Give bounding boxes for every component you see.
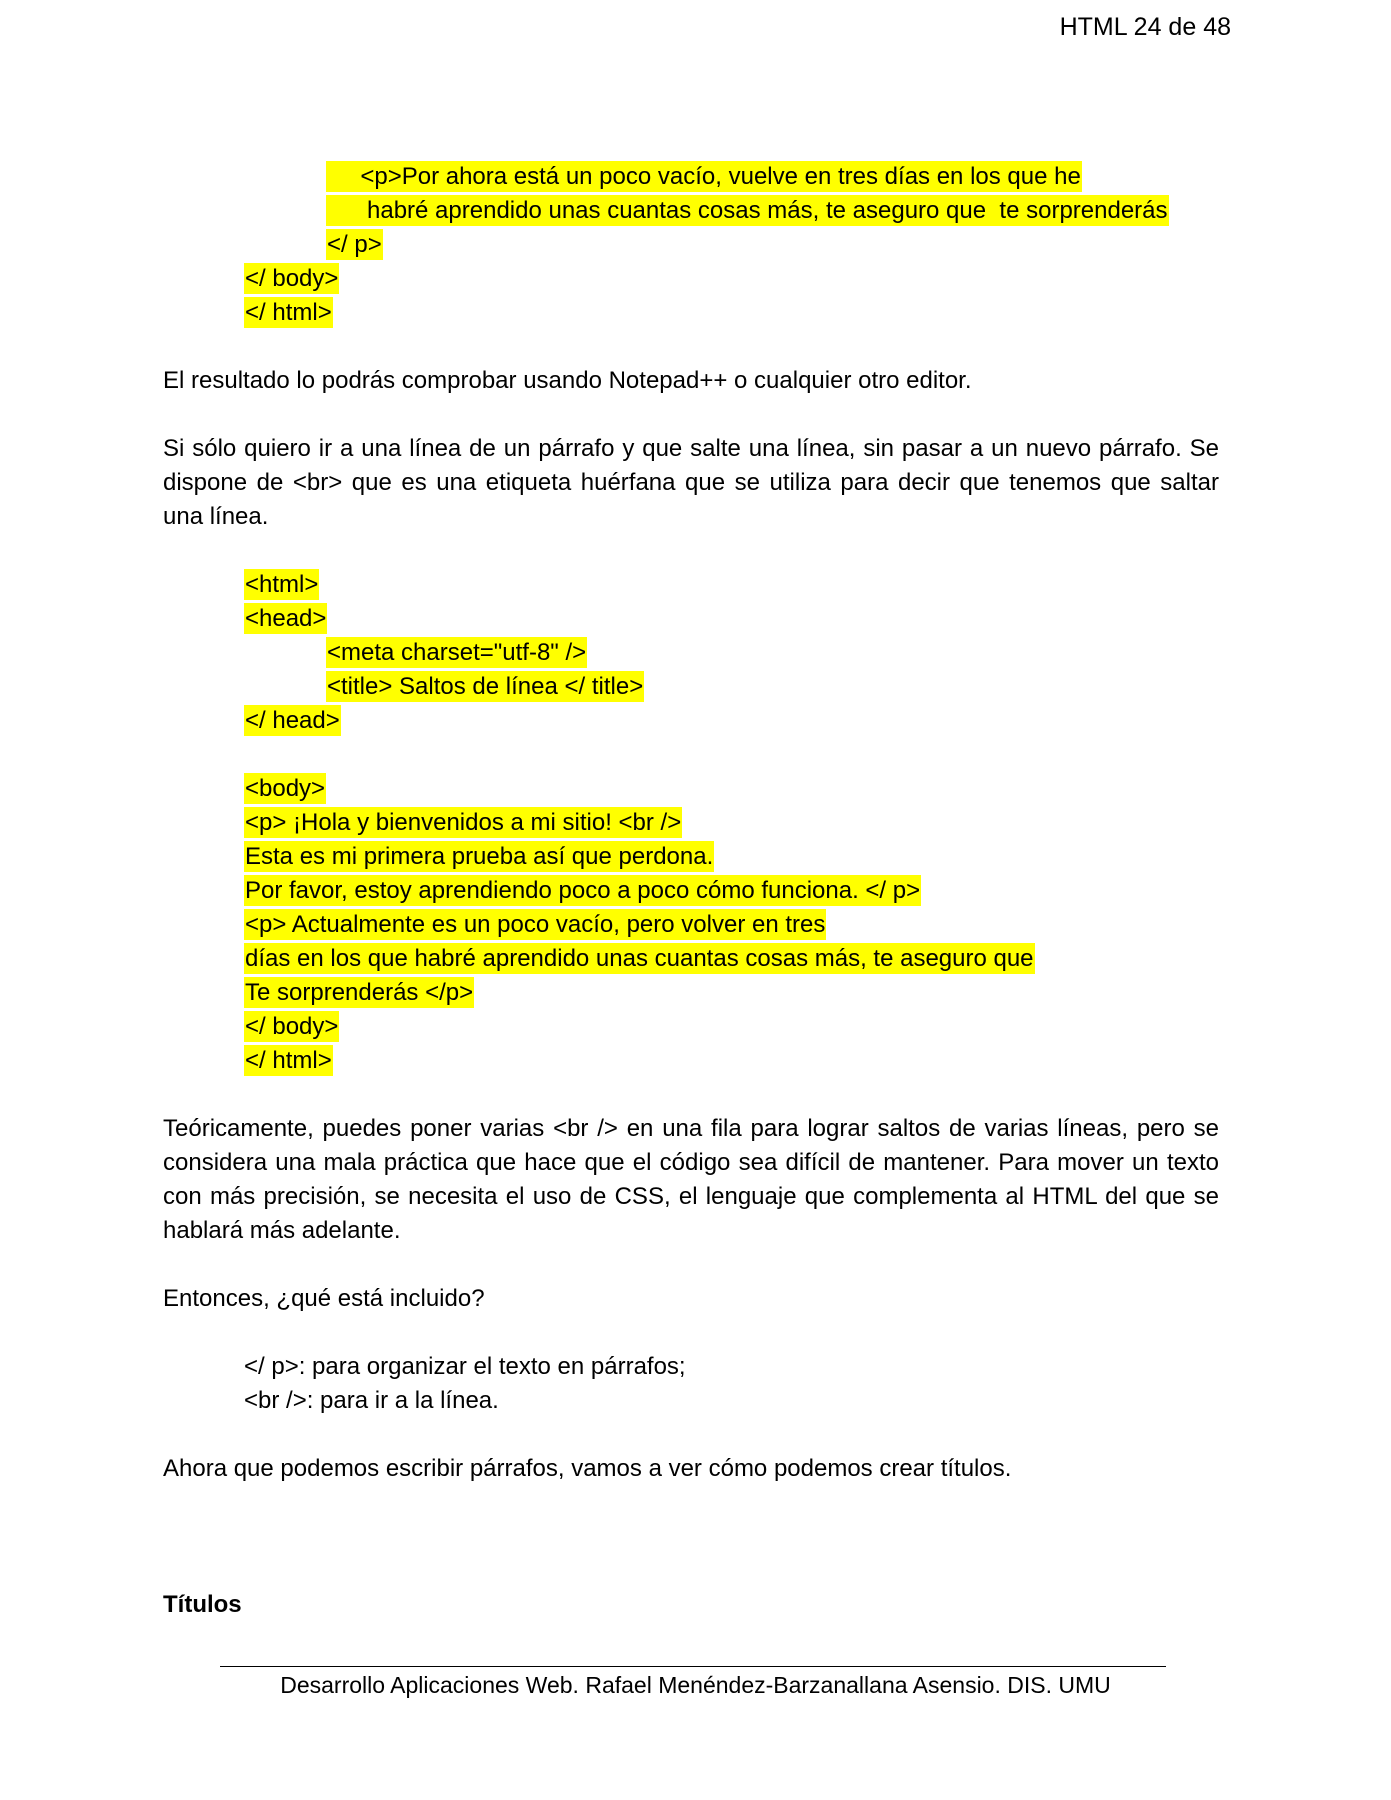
tag-list xyxy=(163,1350,1219,1418)
paragraph-included: Entonces, ¿qué está incluido? xyxy=(163,1285,485,1312)
code-line xyxy=(326,160,1219,194)
code-text: <p> ¡Hola y bienvenidos a mi sitio! <br /> xyxy=(245,809,682,836)
code-block-2 xyxy=(163,568,1219,1078)
code-line xyxy=(326,636,1219,670)
code-line xyxy=(244,1044,1219,1078)
code-text: </ head> xyxy=(245,707,340,734)
code-line xyxy=(244,296,1219,330)
page-content xyxy=(163,160,1219,1622)
code-line xyxy=(244,840,1219,874)
code-text: Por favor, estoy aprendiendo poco a poco cómo funciona. </ p> xyxy=(245,877,921,904)
code-line xyxy=(326,670,1219,704)
code-text: <html> xyxy=(245,571,319,598)
code-line xyxy=(244,262,1219,296)
paragraph-theory: Teóricamente, puedes poner varias <br /> en una fila para lograr saltos de varias líneas, pero se considera una mala práctica que hace que el código sea difícil de mantener. Para mover un texto con más precisión, se necesita el uso de CSS, el lenguaje que complementa al HTML del que se hablará más adelante. xyxy=(163,1115,1219,1244)
paragraph-result: El resultado lo podrás comprobar usando Notepad++ o cualquier otro editor. xyxy=(163,367,972,394)
code-text: </ html> xyxy=(245,299,332,326)
list-item: </ p>: para organizar el texto en párrafos; xyxy=(244,1353,686,1380)
footer-text: Desarrollo Aplicaciones Web. Rafael Menéndez-Barzanallana Asensio. DIS. UMU xyxy=(280,1672,1111,1698)
code-text: <meta charset="utf-8" /> xyxy=(327,639,587,666)
code-line xyxy=(244,976,1219,1010)
code-text: </ html> xyxy=(245,1047,332,1074)
section-heading: Títulos xyxy=(163,1591,242,1618)
list-item: <br />: para ir a la línea. xyxy=(244,1387,499,1414)
code-line xyxy=(244,1010,1219,1044)
code-line xyxy=(326,194,1219,228)
code-text: <p> Actualmente es un poco vacío, pero volver en tres xyxy=(245,911,826,938)
footer-divider xyxy=(220,1666,1166,1667)
code-line xyxy=(244,806,1219,840)
code-text: </ p> xyxy=(327,231,382,258)
code-text: <body> xyxy=(245,775,326,802)
code-line xyxy=(326,228,1219,262)
code-text: <head> xyxy=(245,605,327,632)
code-text: días en los que habré aprendido unas cuantas cosas más, te aseguro que xyxy=(245,945,1034,972)
code-text: <p>Por ahora está un poco vacío, vuelve en tres días en los que he xyxy=(327,163,1081,190)
code-line xyxy=(244,772,1219,806)
code-line xyxy=(244,602,1219,636)
code-line xyxy=(244,908,1219,942)
code-text: Te sorprenderás </p> xyxy=(245,979,474,1006)
code-text: Esta es mi primera prueba así que perdona. xyxy=(245,843,714,870)
paragraph-line-break: Si sólo quiero ir a una línea de un párrafo y que salte una línea, sin pasar a un nuevo párrafo. Se dispone de <br> que es una etiqueta huérfana que se utiliza para decir que tenemos que saltar una línea. xyxy=(163,435,1219,530)
code-text: </ body> xyxy=(245,265,339,292)
code-block-1 xyxy=(163,160,1219,330)
code-line xyxy=(244,942,1219,976)
code-text: </ body> xyxy=(245,1013,339,1040)
code-text: habré aprendido unas cuantas cosas más, te aseguro que te sorprenderás xyxy=(327,197,1168,224)
code-line xyxy=(244,704,1219,738)
code-line xyxy=(244,568,1219,602)
code-line xyxy=(244,874,1219,908)
page-number: HTML 24 de 48 xyxy=(1059,13,1231,41)
code-blank-line xyxy=(163,738,1219,772)
paragraph-next: Ahora que podemos escribir párrafos, vamos a ver cómo podemos crear títulos. xyxy=(163,1455,1012,1482)
code-text: <title> Saltos de línea </ title> xyxy=(327,673,644,700)
